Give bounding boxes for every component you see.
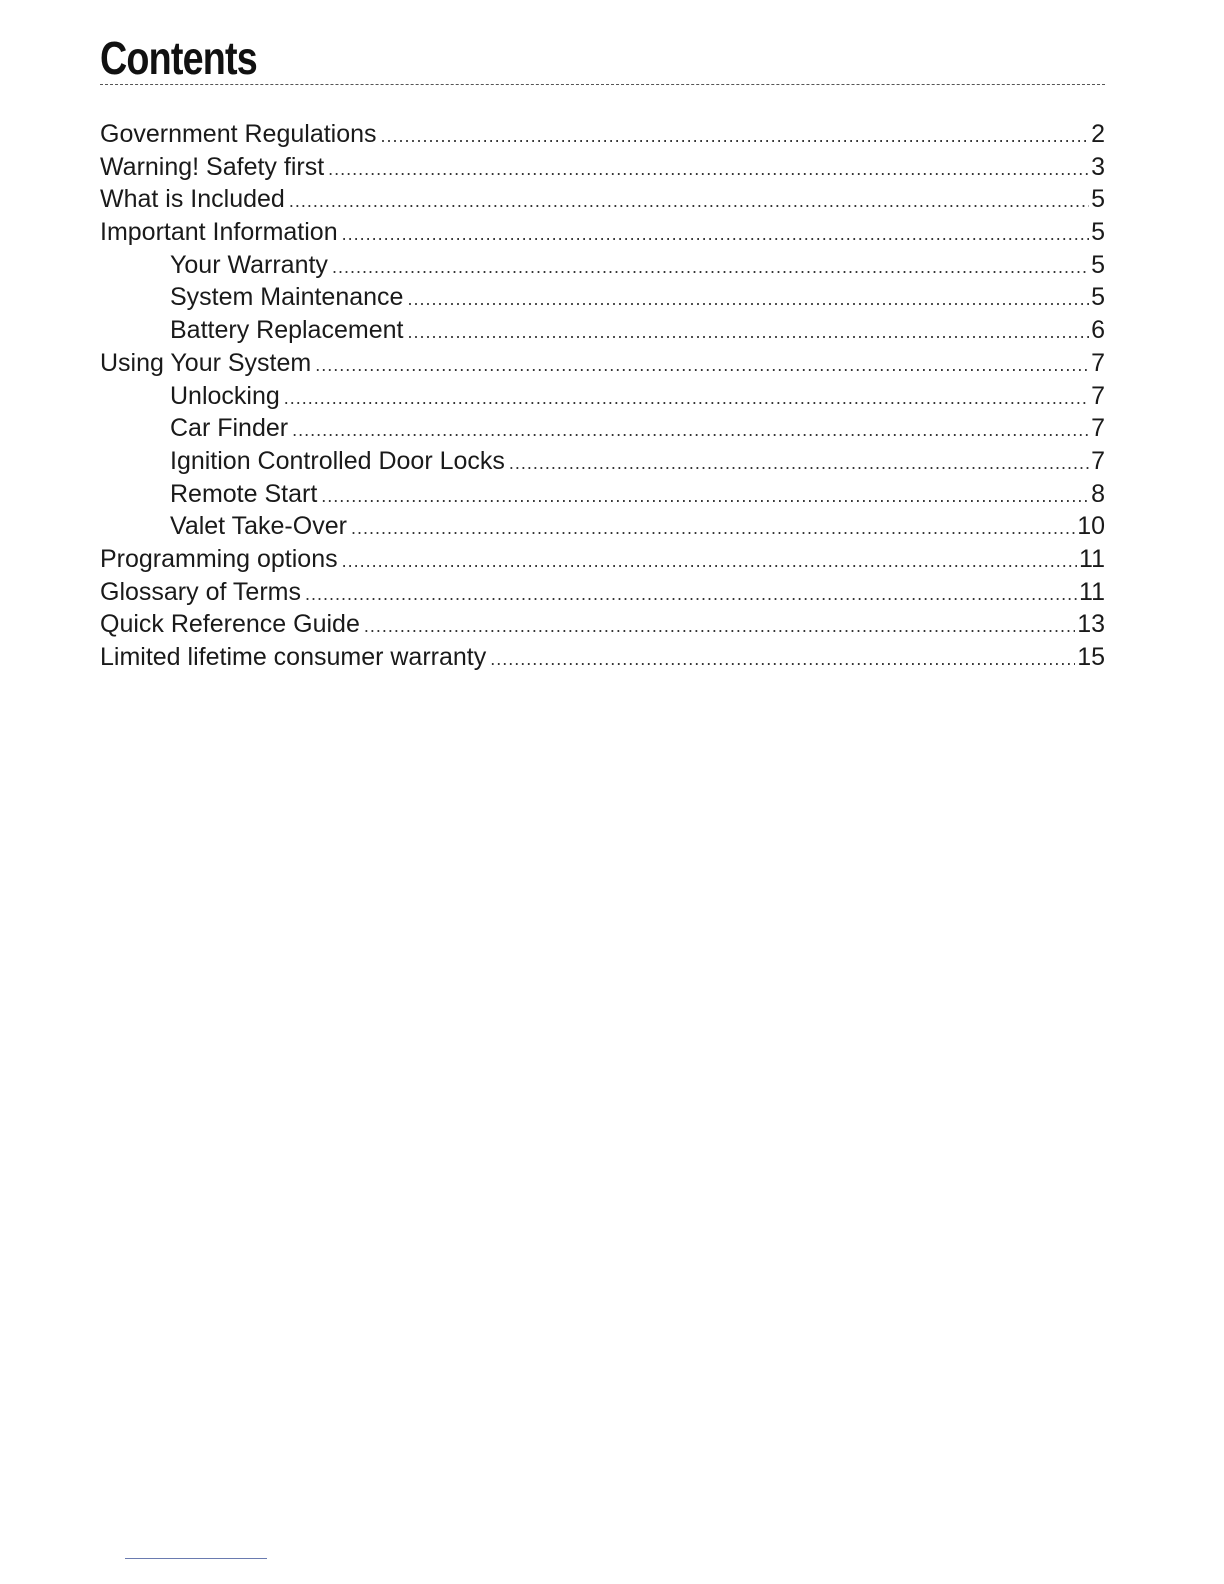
- toc-entry-label: Using Your System: [100, 348, 312, 377]
- dot-leader: [289, 185, 1089, 218]
- dot-leader: [332, 251, 1089, 284]
- toc-entry[interactable]: [100, 216, 1105, 249]
- title-divider: [100, 84, 1105, 85]
- toc-entry-label: Important Information: [100, 218, 338, 247]
- toc-entry-label: Programming options: [100, 544, 338, 573]
- dot-leader: [328, 153, 1089, 186]
- dot-leader: [407, 283, 1089, 316]
- toc-subentry[interactable]: [100, 380, 1105, 413]
- dot-leader: [342, 545, 1077, 578]
- toc-subentry[interactable]: [100, 412, 1105, 445]
- dot-leader: [292, 414, 1089, 447]
- toc-entry[interactable]: [100, 183, 1105, 216]
- toc-entry-page: 5: [1091, 283, 1105, 312]
- toc-entry-label: Government Regulations: [100, 120, 377, 148]
- toc-entry-label: Battery Replacement: [170, 316, 404, 345]
- dot-leader: [342, 218, 1089, 251]
- toc-entry-page: 5: [1091, 250, 1105, 279]
- dot-leader: [305, 578, 1077, 611]
- toc-entry-page: 11: [1079, 544, 1105, 573]
- toc-entry-label: Remote Start: [170, 479, 318, 508]
- toc-subentry[interactable]: [100, 314, 1105, 347]
- dot-leader: [321, 480, 1089, 513]
- toc-entry-label: Limited lifetime consumer warranty: [100, 643, 487, 671]
- toc-entry-label: System Maintenance: [170, 283, 404, 312]
- toc-entry-label: What is Included: [100, 185, 285, 214]
- toc-entry-page: 5: [1091, 218, 1105, 247]
- toc-subentry[interactable]: [100, 478, 1105, 511]
- toc-subentry[interactable]: [100, 510, 1105, 543]
- dot-leader: [490, 643, 1075, 676]
- toc-entry-page: 10: [1077, 512, 1105, 541]
- toc-entry-page: 3: [1091, 152, 1105, 181]
- dot-leader: [351, 512, 1075, 545]
- toc-entry-label: Unlocking: [170, 381, 280, 410]
- toc-entry-page: 2: [1091, 120, 1105, 148]
- dot-leader: [364, 610, 1075, 643]
- toc-subentry[interactable]: [100, 281, 1105, 314]
- page-header: [100, 30, 1105, 90]
- toc-entry-page: 5: [1091, 185, 1105, 214]
- dot-leader: [284, 382, 1089, 415]
- dot-leader: [407, 316, 1089, 349]
- toc-entry-label: Valet Take-Over: [170, 512, 347, 541]
- dot-leader: [315, 349, 1089, 382]
- dot-leader: [381, 120, 1089, 153]
- toc-entry-page: 13: [1077, 610, 1105, 639]
- table-of-contents: [100, 118, 1105, 674]
- toc-entry[interactable]: [100, 118, 1105, 151]
- footer-divider: [125, 1558, 267, 1559]
- page-title: Contents: [100, 32, 257, 84]
- toc-entry-label: Ignition Controlled Door Locks: [170, 446, 505, 475]
- toc-entry-label: Your Warranty: [170, 250, 328, 279]
- toc-entry-page: 11: [1079, 577, 1105, 606]
- dot-leader: [509, 447, 1089, 480]
- toc-entry-page: 7: [1091, 348, 1105, 377]
- toc-entry[interactable]: [100, 543, 1105, 576]
- toc-entry-page: 6: [1091, 316, 1105, 345]
- toc-entry[interactable]: [100, 151, 1105, 184]
- toc-entry-label: Glossary of Terms: [100, 577, 301, 606]
- toc-entry-page: 7: [1091, 446, 1105, 475]
- toc-subentry[interactable]: [100, 249, 1105, 282]
- toc-entry[interactable]: [100, 576, 1105, 609]
- toc-entry-label: Car Finder: [170, 414, 289, 443]
- toc-entry[interactable]: [100, 608, 1105, 641]
- toc-entry-label: Warning! Safety first: [100, 152, 325, 181]
- toc-entry[interactable]: [100, 641, 1105, 674]
- toc-entry-label: Quick Reference Guide: [100, 610, 360, 639]
- toc-subentry[interactable]: [100, 445, 1105, 478]
- toc-entry-page: 8: [1091, 479, 1105, 508]
- toc-entry-page: 7: [1091, 414, 1105, 443]
- toc-entry-page: 7: [1091, 381, 1105, 410]
- toc-entry-page: 15: [1077, 643, 1105, 671]
- toc-entry[interactable]: [100, 347, 1105, 380]
